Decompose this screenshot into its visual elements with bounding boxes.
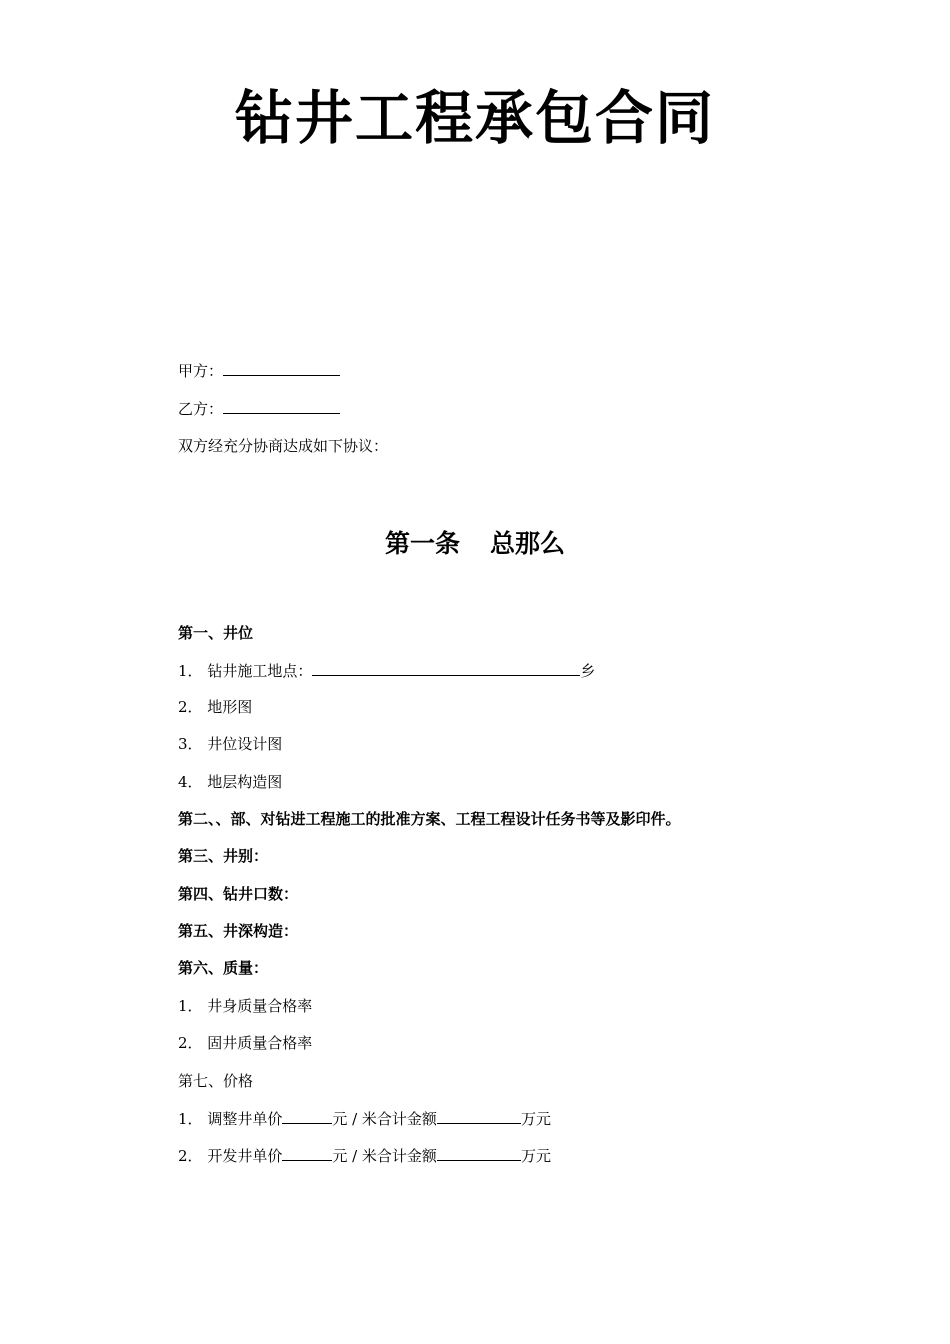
adjustment-well-amount-blank: [437, 1108, 521, 1124]
party-b-blank: [223, 398, 340, 414]
party-a-label: 甲方：: [178, 362, 224, 380]
third-clause: 第三、井别：: [178, 847, 269, 865]
development-well-price-unit: 元 / 米合计金额: [332, 1147, 437, 1165]
section-heading: [0, 526, 950, 562]
development-well-price-blank: [282, 1145, 332, 1161]
adjustment-well-label: 调整井单价: [207, 1110, 283, 1128]
seventh-clause: 第七、价格: [178, 1072, 254, 1090]
well-design-item: 3． 井位设计图: [178, 735, 283, 753]
adjustment-well-price-blank: [282, 1108, 332, 1124]
drilling-site-blank: [312, 660, 580, 676]
cementing-quality-item: 2． 固井质量合格率: [178, 1034, 313, 1052]
second-clause: 第二、、部、对钻进工程施工的批准方案、工程工程设计任务书等及影印件。: [178, 810, 681, 828]
terrain-map-item: 2． 地形图: [178, 698, 253, 716]
drilling-site-suffix: 乡: [580, 662, 596, 680]
adjustment-well-price-unit: 元 / 米合计金额: [332, 1110, 437, 1128]
development-well-price-line: [178, 1145, 551, 1166]
wellbore-quality-item: 1． 井身质量合格率: [178, 997, 313, 1015]
section-number: 第一条: [384, 529, 460, 558]
party-a-blank: [223, 360, 340, 376]
strata-map-item: 4． 地层构造图: [178, 773, 283, 791]
party-b-line: [178, 398, 340, 419]
sixth-clause: 第六、质量：: [178, 959, 269, 977]
section-title: 总那么: [490, 529, 566, 558]
development-well-amount-blank: [437, 1145, 521, 1161]
fourth-clause: 第四、钻井口数：: [178, 885, 299, 903]
party-b-label: 乙方：: [178, 400, 224, 418]
adjustment-well-number: 1．: [178, 1110, 203, 1128]
intro-text: 双方经充分协商达成如下协议：: [178, 437, 389, 455]
drilling-site-label: 钻井施工地点：: [207, 662, 313, 680]
party-a-line: [178, 360, 340, 381]
document-title: 钻井工程承包合同: [234, 84, 715, 152]
development-well-amount-unit: 万元: [520, 1147, 551, 1165]
adjustment-well-price-line: [178, 1108, 551, 1129]
drilling-site-line: [178, 660, 595, 681]
development-well-number: 2．: [178, 1147, 203, 1165]
adjustment-well-amount-unit: 万元: [520, 1110, 551, 1128]
well-position-heading: 第一、井位: [178, 624, 254, 642]
development-well-label: 开发井单价: [207, 1147, 283, 1165]
fifth-clause: 第五、井深构造：: [178, 922, 299, 940]
drilling-site-number: 1．: [178, 662, 203, 680]
